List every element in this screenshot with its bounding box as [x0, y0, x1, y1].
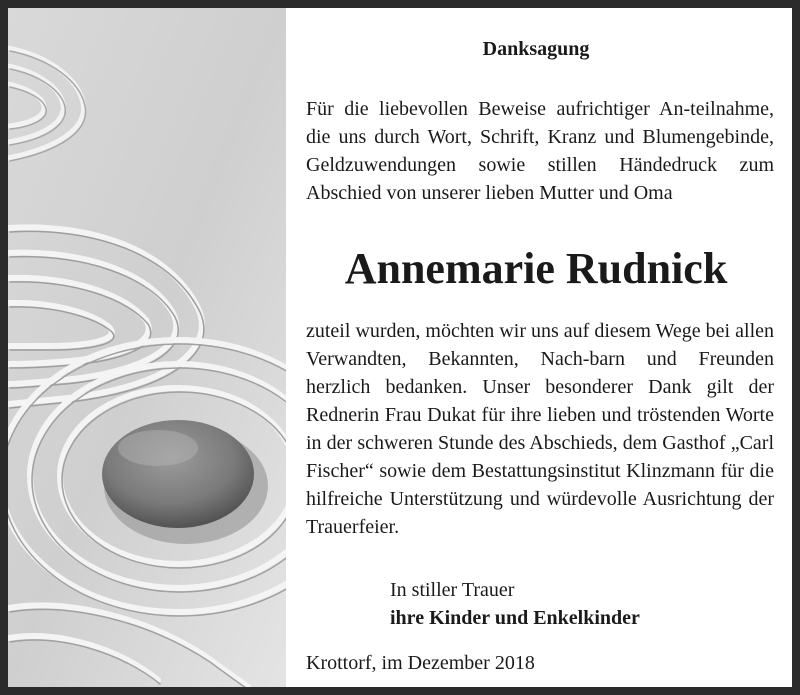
thanks-paragraph: zuteil wurden, möchten wir uns auf diesem Wege bei allen Verwandten, Bekannten, Nach-barn und Freunden herzlich bedanken. Unser besonderer Dank gilt der Rednerin Frau Dukat für ihre lieben und tröstenden Worte in der schweren Stunde des Abschieds, dem Gasthof „Carl Fischer“ sowie dem Bestattungsinstitut Klinzmann für die hilfreiche Unterstützung und würdevolle Ausrichtung der Trauerfeier. — [306, 320, 774, 538]
notice-title: Danksagung — [482, 38, 590, 60]
deceased-name: Annemarie Rudnick — [344, 244, 728, 293]
intro-paragraph: Für die liebevollen Beweise aufrichtiger An-teilnahme, die uns durch Wort, Schrift, Kranz und Blumengebinde, Geldzuwendungen sowie stillen Händedruck zum Abschied von unserer lieben Mutter und Oma — [306, 98, 774, 204]
signature-line-1: In stiller Trauer — [390, 579, 515, 601]
notice-text-column — [298, 8, 774, 687]
signature-line-2: ihre Kinder und Enkelkinder — [390, 607, 640, 629]
place-date: Krottorf, im Dezember 2018 — [306, 652, 535, 674]
zen-sand-stone-image — [8, 8, 286, 687]
